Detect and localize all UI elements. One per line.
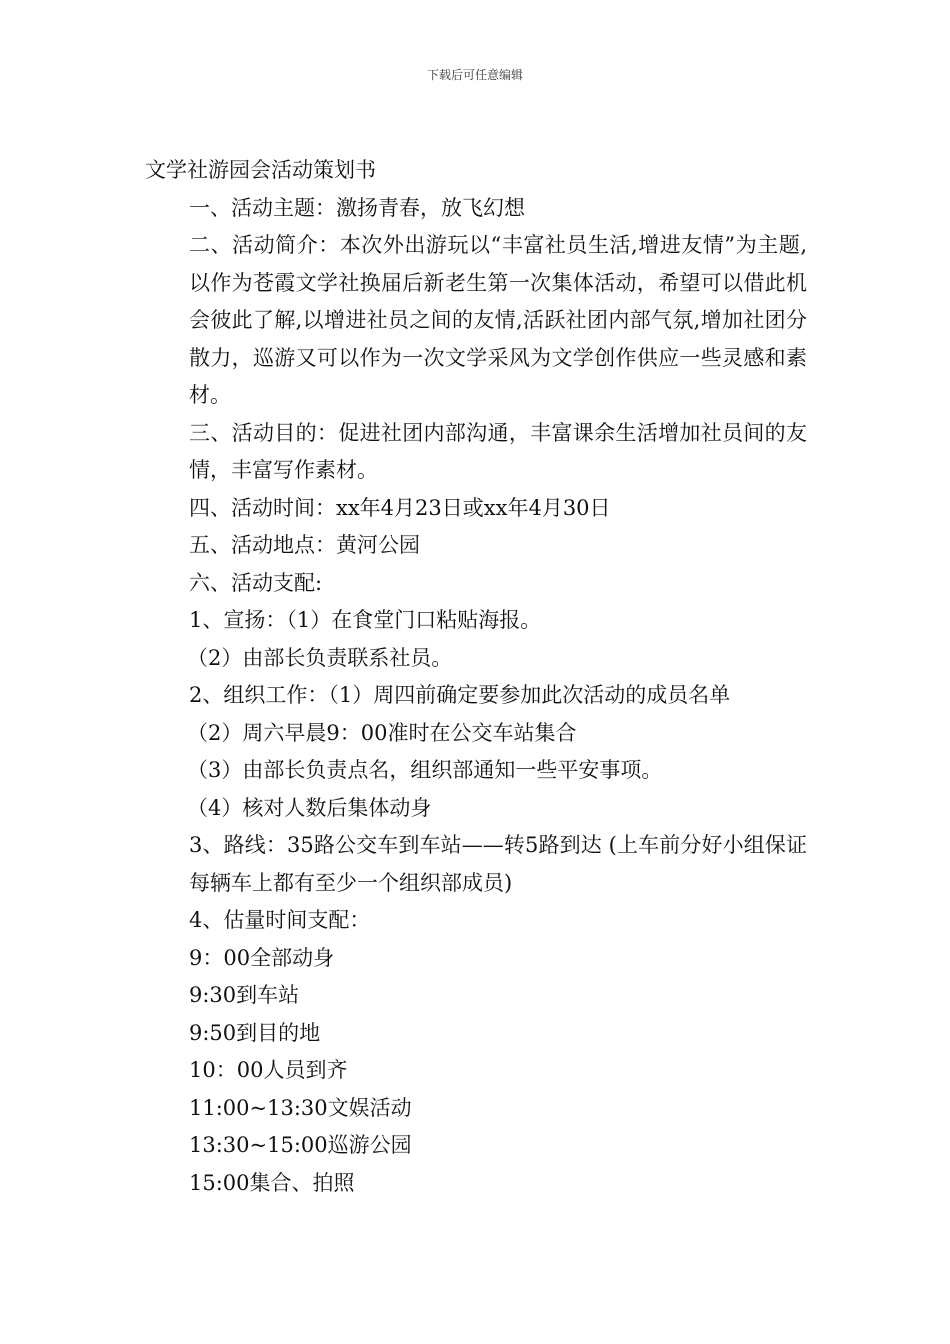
paragraph-arrangement: 六、活动支配: [189,570,323,595]
schedule-item: 10：00人员到齐 [189,1058,348,1082]
schedule-item: 13:30~15:00巡游公园 [189,1133,412,1157]
schedule-item: 9:50到目的地 [189,1020,321,1045]
document-title: 文学社游园会活动策划书 [145,158,376,182]
paragraph-theme: 一、活动主题：激扬青春，放飞幻想 [189,195,525,220]
document-body [145,152,807,1202]
list-item-organization-2: （2）周六早晨9：00准时在公交车站集合 [187,720,577,745]
list-item-organization-4: （4）核对人数后集体动身 [187,795,432,820]
list-item-publicity-2: （2）由部长负责联系社员。 [187,645,453,670]
list-item-route: 3、路线：35路公交车到车站——转5路到达 (上车前分好小组保证每辆车上都有至少一个组织部成员) [189,833,807,895]
schedule-item: 9:30到车站 [189,983,300,1007]
list-item-schedule: 4、估量时间支配： [189,908,371,932]
paragraph-intro: 二、活动简介：本次外出游玩以“丰富社员生活,增进友情”为主题,以作为苍霞文学社换届后新老生第一次集体活动，希望可以借此机会彼此了解,以增进社员之间的友情,活跃社团内部气氛,增加社团分散力，巡游又可以作为一次文学采风为文学创作供应一些灵感和素材。 [189,233,807,407]
schedule-item: 9：00全部动身 [189,945,335,970]
paragraph-purpose: 三、活动目的：促进社团内部沟通，丰富课余生活增加社员间的友情，丰富写作素材。 [189,420,807,482]
paragraph-time: 四、活动时间：xx年4月23日或xx年4月30日 [189,495,611,520]
schedule-item: 11:00~13:30文娱活动 [189,1095,412,1120]
list-item-organization: 2、组织工作：（1）周四前确定要参加此次活动的成员名单 [189,683,731,707]
page-header-note: 下载后可任意编辑 [426,68,523,82]
list-item-publicity: 1、宣扬：（1）在食堂门口粘贴海报。 [189,608,542,632]
paragraph-location: 五、活动地点：黄河公园 [189,533,420,557]
list-item-organization-3: （3）由部长负责点名，组织部通知一些平安事项。 [187,758,663,782]
schedule-item: 15:00集合、拍照 [189,1170,355,1195]
